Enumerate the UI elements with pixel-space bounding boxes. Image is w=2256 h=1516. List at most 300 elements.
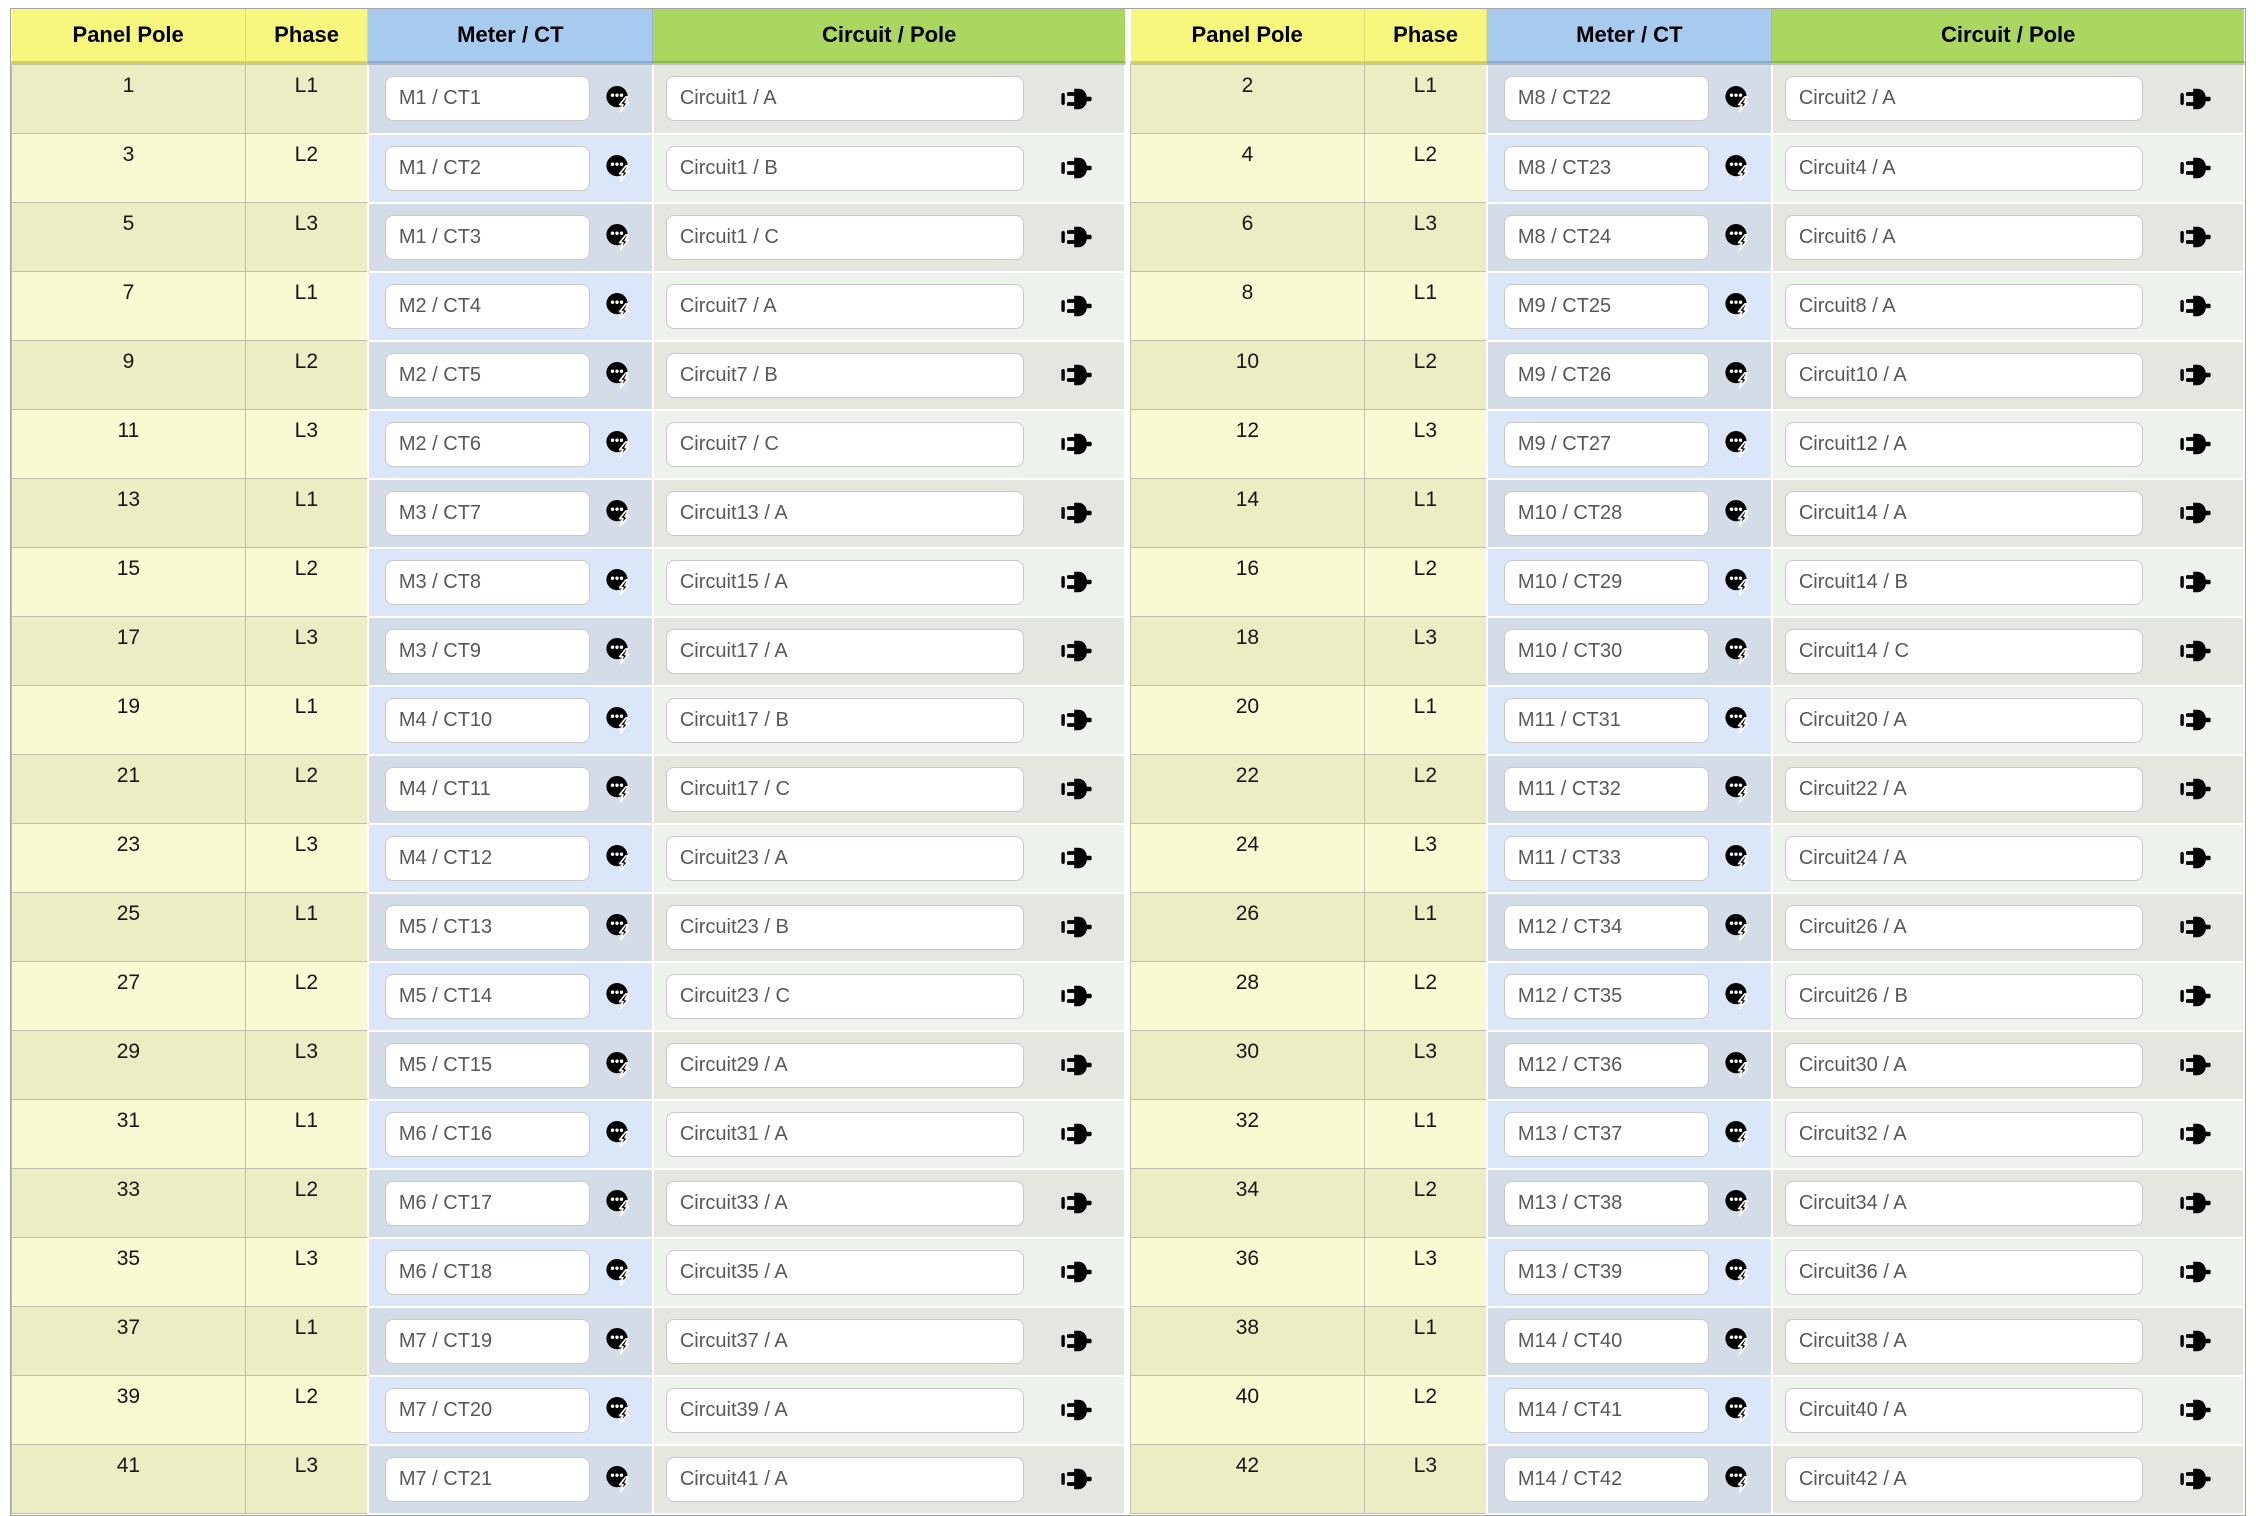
meter-icon — [606, 154, 632, 182]
circuit-pole-input[interactable] — [1785, 836, 2143, 881]
meter-ct-input[interactable] — [385, 1388, 590, 1433]
circuit-pole-input[interactable] — [666, 1112, 1024, 1157]
phase-cell: L1 — [1364, 686, 1486, 755]
meter-ct-cell — [368, 824, 653, 893]
meter-icon — [1725, 430, 1751, 458]
circuit-pole-input[interactable] — [666, 1457, 1024, 1502]
meter-ct-cell — [1487, 410, 1772, 479]
table-row — [1131, 203, 2245, 272]
circuit-pole-input[interactable] — [1785, 76, 2143, 121]
panel-schedule-left — [11, 9, 1126, 1515]
panel-pole-cell: 17 — [12, 617, 246, 686]
circuit-pole-cell — [653, 341, 1125, 410]
circuit-pole-cell — [653, 1031, 1125, 1100]
panel-pole-cell: 9 — [12, 341, 246, 410]
meter-icon — [606, 1465, 632, 1493]
table-row — [12, 1169, 1126, 1238]
circuit-pole-input[interactable] — [1785, 284, 2143, 329]
meter-icon — [606, 1120, 632, 1148]
plug-icon — [2180, 569, 2211, 595]
panel-pole-cell: 5 — [12, 203, 246, 272]
meter-ct-input[interactable] — [1504, 629, 1709, 674]
meter-ct-cell — [368, 962, 653, 1031]
phase-cell: L2 — [1364, 755, 1486, 824]
meter-ct-cell — [1487, 1169, 1772, 1238]
panel-pole-cell: 34 — [1131, 1169, 1365, 1238]
circuit-pole-input[interactable] — [666, 1181, 1024, 1226]
table-row — [12, 134, 1126, 203]
panel-pole-cell: 10 — [1131, 341, 1365, 410]
phase-cell: L2 — [1364, 548, 1486, 617]
circuit-pole-input[interactable] — [1785, 698, 2143, 743]
meter-ct-cell — [1487, 548, 1772, 617]
circuit-pole-input[interactable] — [1785, 491, 2143, 536]
circuit-pole-cell — [653, 548, 1125, 617]
meter-ct-input[interactable] — [385, 76, 590, 121]
circuit-pole-cell — [1772, 272, 2244, 341]
meter-ct-cell — [368, 63, 653, 134]
meter-ct-input[interactable] — [1504, 560, 1709, 605]
phase-cell: L1 — [245, 893, 367, 962]
phase-cell: L2 — [1364, 962, 1486, 1031]
panel-pole-cell: 32 — [1131, 1100, 1365, 1169]
meter-ct-cell — [1487, 686, 1772, 755]
circuit-pole-input[interactable] — [666, 767, 1024, 812]
circuit-pole-input[interactable] — [1785, 215, 2143, 260]
plug-icon — [2180, 983, 2211, 1009]
circuit-pole-input[interactable] — [1785, 1112, 2143, 1157]
plug-icon — [1061, 914, 1092, 940]
circuit-pole-cell — [653, 203, 1125, 272]
meter-ct-cell — [1487, 1376, 1772, 1445]
phase-cell: L1 — [1364, 1100, 1486, 1169]
plug-icon — [1061, 224, 1092, 250]
plug-icon — [2180, 1259, 2211, 1285]
circuit-pole-cell — [1772, 548, 2244, 617]
meter-ct-cell — [1487, 824, 1772, 893]
meter-ct-input[interactable] — [1504, 974, 1709, 1019]
meter-ct-input[interactable] — [1504, 1181, 1709, 1226]
meter-ct-cell — [368, 1238, 653, 1307]
meter-ct-input[interactable] — [1504, 698, 1709, 743]
panel-pole-cell: 30 — [1131, 1031, 1365, 1100]
phase-cell: L3 — [245, 1445, 367, 1514]
meter-ct-cell — [368, 341, 653, 410]
panel-pole-cell: 14 — [1131, 479, 1365, 548]
phase-cell: L3 — [1364, 410, 1486, 479]
meter-ct-input[interactable] — [385, 491, 590, 536]
panel-pole-cell: 20 — [1131, 686, 1365, 755]
circuit-pole-input[interactable] — [1785, 1457, 2143, 1502]
plug-icon — [2180, 638, 2211, 664]
phase-cell: L2 — [245, 755, 367, 824]
table-row — [1131, 1445, 2245, 1514]
circuit-pole-input[interactable] — [1785, 974, 2143, 1019]
circuit-pole-cell — [1772, 893, 2244, 962]
table-row — [1131, 893, 2245, 962]
meter-ct-cell — [368, 1307, 653, 1376]
plug-icon — [1061, 1052, 1092, 1078]
header-row — [1131, 9, 2245, 63]
phase-cell: L1 — [245, 272, 367, 341]
table-row — [12, 962, 1126, 1031]
table-row — [1131, 1169, 2245, 1238]
meter-icon — [1725, 361, 1751, 389]
meter-ct-cell — [1487, 617, 1772, 686]
meter-ct-input[interactable] — [385, 1043, 590, 1088]
plug-icon — [1061, 1190, 1092, 1216]
circuit-pole-input[interactable] — [666, 836, 1024, 881]
meter-ct-input[interactable] — [1504, 422, 1709, 467]
phase-cell: L1 — [1364, 1307, 1486, 1376]
meter-ct-cell — [368, 1376, 653, 1445]
circuit-pole-cell — [653, 1445, 1125, 1514]
circuit-pole-input[interactable] — [1785, 629, 2143, 674]
circuit-pole-input[interactable] — [1785, 1388, 2143, 1433]
circuit-pole-cell — [1772, 479, 2244, 548]
table-row — [12, 272, 1126, 341]
meter-ct-input[interactable] — [385, 284, 590, 329]
meter-ct-input[interactable] — [385, 1181, 590, 1226]
meter-ct-cell — [1487, 341, 1772, 410]
meter-ct-cell — [368, 1169, 653, 1238]
meter-ct-cell — [368, 479, 653, 548]
plug-icon — [2180, 1190, 2211, 1216]
meter-icon — [1725, 1465, 1751, 1493]
phase-cell: L1 — [1364, 63, 1486, 134]
circuit-pole-cell — [1772, 134, 2244, 203]
plug-icon — [1061, 1121, 1092, 1147]
meter-icon — [1725, 499, 1751, 527]
meter-icon — [606, 1396, 632, 1424]
panel-pole-cell: 21 — [12, 755, 246, 824]
table-row — [12, 548, 1126, 617]
table-row — [12, 203, 1126, 272]
phase-cell: L3 — [245, 410, 367, 479]
meter-ct-cell — [368, 1100, 653, 1169]
meter-ct-input[interactable] — [1504, 1457, 1709, 1502]
circuit-pole-input[interactable] — [1785, 767, 2143, 812]
circuit-pole-input[interactable] — [666, 76, 1024, 121]
phase-cell: L1 — [1364, 272, 1486, 341]
panel-pole-cell: 22 — [1131, 755, 1365, 824]
table-row — [12, 63, 1126, 134]
plug-icon — [1061, 569, 1092, 595]
meter-icon — [606, 982, 632, 1010]
meter-ct-input[interactable] — [1504, 353, 1709, 398]
meter-ct-input[interactable] — [1504, 1043, 1709, 1088]
circuit-pole-input[interactable] — [666, 1043, 1024, 1088]
phase-cell: L2 — [245, 962, 367, 1031]
meter-ct-input[interactable] — [1504, 146, 1709, 191]
circuit-pole-cell — [653, 63, 1125, 134]
plug-icon — [2180, 1397, 2211, 1423]
table-row — [1131, 1238, 2245, 1307]
table-row — [12, 341, 1126, 410]
meter-ct-input[interactable] — [385, 560, 590, 605]
meter-icon — [606, 775, 632, 803]
meter-icon — [1725, 1327, 1751, 1355]
table-row — [12, 479, 1126, 548]
meter-ct-input[interactable] — [385, 905, 590, 950]
table-row — [1131, 1031, 2245, 1100]
circuit-pole-input[interactable] — [1785, 1319, 2143, 1364]
panel-pole-cell: 38 — [1131, 1307, 1365, 1376]
phase-cell: L3 — [245, 203, 367, 272]
plug-icon — [1061, 86, 1092, 112]
meter-ct-input[interactable] — [385, 1250, 590, 1295]
meter-ct-input[interactable] — [1504, 1319, 1709, 1364]
phase-cell: L2 — [245, 1169, 367, 1238]
plug-icon — [1061, 431, 1092, 457]
meter-ct-input[interactable] — [1504, 836, 1709, 881]
meter-icon — [1725, 637, 1751, 665]
circuit-pole-cell — [653, 617, 1125, 686]
circuit-pole-cell — [653, 134, 1125, 203]
phase-cell: L1 — [245, 686, 367, 755]
panel-pole-cell: 29 — [12, 1031, 246, 1100]
meter-icon — [606, 292, 632, 320]
meter-ct-input[interactable] — [1504, 1112, 1709, 1157]
circuit-pole-cell — [1772, 1100, 2244, 1169]
phase-cell: L2 — [245, 134, 367, 203]
meter-ct-cell — [1487, 63, 1772, 134]
table-row — [12, 755, 1126, 824]
circuit-pole-input[interactable] — [666, 215, 1024, 260]
panel-pole-cell: 31 — [12, 1100, 246, 1169]
circuit-pole-cell — [653, 1376, 1125, 1445]
meter-ct-input[interactable] — [1504, 905, 1709, 950]
plug-icon — [1061, 638, 1092, 664]
panel-pole-cell: 28 — [1131, 962, 1365, 1031]
plug-icon — [1061, 155, 1092, 181]
meter-ct-input[interactable] — [385, 1457, 590, 1502]
phase-cell: L1 — [245, 1100, 367, 1169]
circuit-pole-cell — [653, 410, 1125, 479]
meter-ct-input[interactable] — [1504, 76, 1709, 121]
phase-cell: L2 — [245, 1376, 367, 1445]
panel-pole-cell: 26 — [1131, 893, 1365, 962]
table-row — [12, 1031, 1126, 1100]
circuit-pole-input[interactable] — [666, 353, 1024, 398]
plug-icon — [2180, 707, 2211, 733]
plug-icon — [1061, 983, 1092, 1009]
plug-icon — [1061, 707, 1092, 733]
circuit-pole-input[interactable] — [666, 491, 1024, 536]
meter-ct-input[interactable] — [1504, 1250, 1709, 1295]
meter-icon — [1725, 1189, 1751, 1217]
circuit-pole-input[interactable] — [666, 1388, 1024, 1433]
phase-cell: L3 — [245, 1031, 367, 1100]
circuit-pole-cell — [653, 893, 1125, 962]
meter-icon — [1725, 706, 1751, 734]
circuit-pole-input[interactable] — [1785, 353, 2143, 398]
circuit-pole-cell — [1772, 824, 2244, 893]
meter-ct-cell — [368, 1031, 653, 1100]
meter-ct-input[interactable] — [1504, 215, 1709, 260]
meter-ct-input[interactable] — [385, 767, 590, 812]
circuit-pole-cell — [653, 1307, 1125, 1376]
meter-ct-input[interactable] — [385, 353, 590, 398]
header-circuit-pole: Circuit / Pole — [1772, 9, 2244, 63]
circuit-pole-input[interactable] — [666, 422, 1024, 467]
panel-pole-cell: 15 — [12, 548, 246, 617]
meter-ct-input[interactable] — [1504, 1388, 1709, 1433]
meter-ct-input[interactable] — [385, 1112, 590, 1157]
panel-pole-cell: 36 — [1131, 1238, 1365, 1307]
header-panel-pole: Panel Pole — [1131, 9, 1365, 63]
meter-icon — [1725, 85, 1751, 113]
phase-cell: L2 — [1364, 341, 1486, 410]
meter-icon — [1725, 1258, 1751, 1286]
circuit-pole-input[interactable] — [666, 1250, 1024, 1295]
circuit-pole-input[interactable] — [1785, 1181, 2143, 1226]
circuit-pole-input[interactable] — [1785, 1250, 2143, 1295]
table-row — [1131, 755, 2245, 824]
table-row — [12, 824, 1126, 893]
table-row — [1131, 1100, 2245, 1169]
plug-icon — [2180, 362, 2211, 388]
phase-cell: L3 — [1364, 1445, 1486, 1514]
header-meter-ct: Meter / CT — [368, 9, 653, 63]
circuit-pole-input[interactable] — [666, 905, 1024, 950]
meter-icon — [1725, 1051, 1751, 1079]
meter-ct-cell — [1487, 479, 1772, 548]
phase-cell: L1 — [1364, 893, 1486, 962]
meter-icon — [606, 637, 632, 665]
circuit-pole-cell — [1772, 1169, 2244, 1238]
meter-ct-input[interactable] — [385, 629, 590, 674]
meter-icon — [606, 85, 632, 113]
meter-ct-cell — [1487, 962, 1772, 1031]
circuit-pole-input[interactable] — [666, 974, 1024, 1019]
meter-icon — [606, 1051, 632, 1079]
meter-icon — [606, 499, 632, 527]
phase-cell: L1 — [1364, 479, 1486, 548]
meter-ct-cell — [1487, 893, 1772, 962]
phase-cell: L1 — [245, 1307, 367, 1376]
phase-cell: L3 — [1364, 203, 1486, 272]
plug-icon — [2180, 1466, 2211, 1492]
panel-pole-cell: 41 — [12, 1445, 246, 1514]
meter-ct-cell — [368, 617, 653, 686]
meter-icon — [606, 568, 632, 596]
header-phase: Phase — [245, 9, 367, 63]
panel-pole-cell: 40 — [1131, 1376, 1365, 1445]
meter-ct-input[interactable] — [385, 422, 590, 467]
meter-ct-cell — [1487, 134, 1772, 203]
panel-pole-cell: 39 — [12, 1376, 246, 1445]
table-row — [1131, 617, 2245, 686]
plug-icon — [2180, 776, 2211, 802]
circuit-pole-input[interactable] — [666, 560, 1024, 605]
meter-ct-input[interactable] — [385, 215, 590, 260]
circuit-pole-cell — [653, 755, 1125, 824]
header-row — [12, 9, 1126, 63]
circuit-pole-input[interactable] — [1785, 905, 2143, 950]
circuit-pole-cell — [653, 479, 1125, 548]
header-panel-pole: Panel Pole — [12, 9, 246, 63]
meter-ct-cell — [368, 686, 653, 755]
header-meter-ct: Meter / CT — [1487, 9, 1772, 63]
plug-icon — [2180, 1121, 2211, 1147]
meter-ct-input[interactable] — [1504, 491, 1709, 536]
meter-icon — [1725, 223, 1751, 251]
circuit-pole-input[interactable] — [1785, 560, 2143, 605]
circuit-pole-cell — [1772, 203, 2244, 272]
phase-cell: L2 — [1364, 134, 1486, 203]
panel-pole-cell: 19 — [12, 686, 246, 755]
table-row — [12, 410, 1126, 479]
meter-ct-input[interactable] — [385, 836, 590, 881]
phase-cell: L1 — [245, 63, 367, 134]
meter-ct-cell — [1487, 1445, 1772, 1514]
meter-ct-input[interactable] — [1504, 767, 1709, 812]
circuit-pole-cell — [653, 1169, 1125, 1238]
circuit-pole-input[interactable] — [1785, 422, 2143, 467]
table-row — [1131, 341, 2245, 410]
circuit-pole-input[interactable] — [1785, 1043, 2143, 1088]
meter-ct-input[interactable] — [1504, 284, 1709, 329]
circuit-pole-cell — [1772, 1238, 2244, 1307]
phase-cell: L3 — [1364, 1238, 1486, 1307]
meter-ct-cell — [1487, 1307, 1772, 1376]
phase-cell: L3 — [245, 1238, 367, 1307]
plug-icon — [1061, 1259, 1092, 1285]
table-row — [12, 1376, 1126, 1445]
circuit-pole-cell — [1772, 1031, 2244, 1100]
phase-cell: L3 — [1364, 617, 1486, 686]
panel-pole-cell: 16 — [1131, 548, 1365, 617]
meter-icon — [606, 430, 632, 458]
table-row — [1131, 1307, 2245, 1376]
table-row — [1131, 479, 2245, 548]
panel-pole-cell: 7 — [12, 272, 246, 341]
table-row — [12, 617, 1126, 686]
plug-icon — [2180, 431, 2211, 457]
meter-ct-cell — [1487, 1100, 1772, 1169]
plug-icon — [2180, 845, 2211, 871]
table-row — [1131, 1376, 2245, 1445]
circuit-pole-input[interactable] — [666, 146, 1024, 191]
meter-icon — [606, 844, 632, 872]
meter-icon — [606, 361, 632, 389]
circuit-pole-cell — [1772, 962, 2244, 1031]
meter-ct-input[interactable] — [385, 698, 590, 743]
meter-ct-cell — [368, 134, 653, 203]
circuit-pole-cell — [1772, 1445, 2244, 1514]
circuit-pole-input[interactable] — [1785, 146, 2143, 191]
circuit-pole-cell — [653, 272, 1125, 341]
table-row — [1131, 272, 2245, 341]
circuit-pole-input[interactable] — [666, 1319, 1024, 1364]
meter-icon — [1725, 982, 1751, 1010]
panel-pole-cell: 33 — [12, 1169, 246, 1238]
meter-ct-input[interactable] — [385, 146, 590, 191]
meter-ct-input[interactable] — [385, 1319, 590, 1364]
table-row — [12, 1307, 1126, 1376]
table-row — [1131, 962, 2245, 1031]
circuit-pole-input[interactable] — [666, 629, 1024, 674]
meter-icon — [1725, 292, 1751, 320]
meter-ct-input[interactable] — [385, 974, 590, 1019]
circuit-pole-input[interactable] — [666, 698, 1024, 743]
circuit-pole-cell — [653, 686, 1125, 755]
table-row — [1131, 824, 2245, 893]
circuit-pole-input[interactable] — [666, 284, 1024, 329]
plug-icon — [2180, 86, 2211, 112]
panel-pole-cell: 35 — [12, 1238, 246, 1307]
